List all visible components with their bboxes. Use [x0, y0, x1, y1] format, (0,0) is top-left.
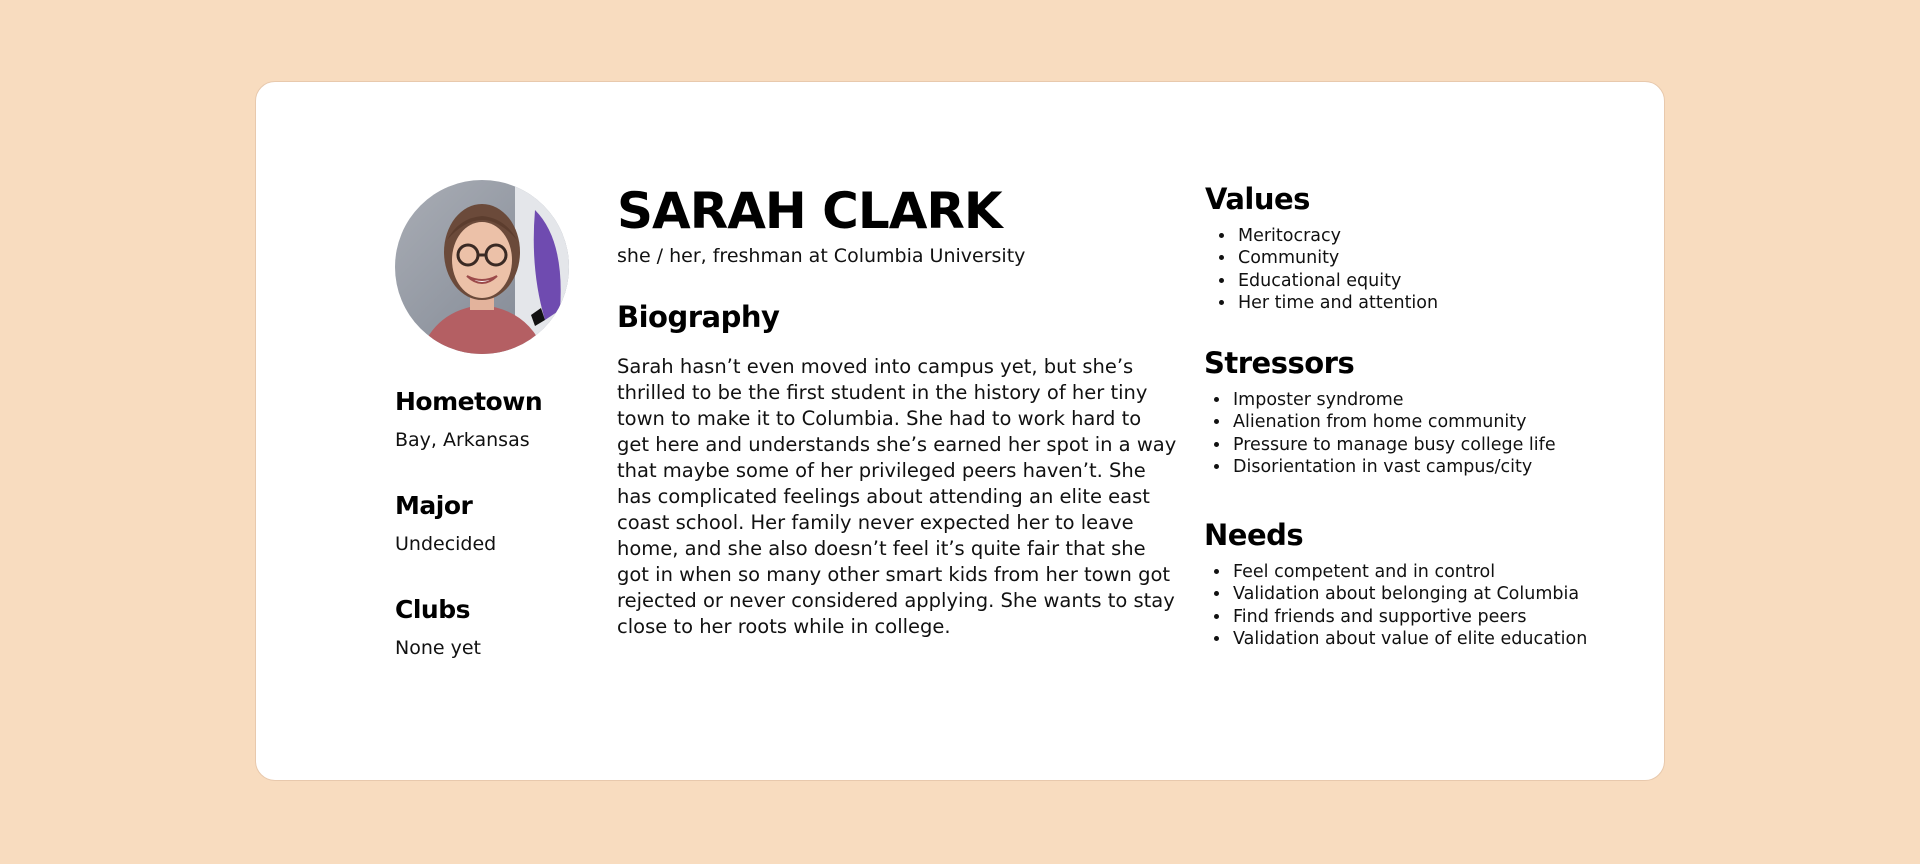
- profile-photo-icon: [395, 180, 569, 354]
- hometown-label: Hometown: [395, 387, 543, 416]
- profile-details: [395, 387, 595, 698]
- stressors-section: [1204, 346, 1644, 479]
- list-item: • Feel competent and in control: [1231, 561, 1644, 584]
- main-content: [617, 184, 1177, 640]
- list-item: • Educational equity: [1236, 270, 1644, 293]
- stressors-heading: Stressors: [1204, 346, 1355, 380]
- major-value: Undecided: [395, 532, 497, 555]
- hometown-value: Bay, Arkansas: [395, 429, 530, 451]
- needs-list: [1204, 561, 1644, 651]
- stressors-list: [1204, 389, 1644, 479]
- values-list: [1204, 225, 1644, 315]
- clubs-field: [395, 595, 595, 660]
- persona-name: SARAH CLARK: [617, 182, 1002, 240]
- list-item: • Pressure to manage busy college life: [1231, 434, 1644, 457]
- list-item: • Community: [1236, 247, 1644, 270]
- profile-photo: [395, 180, 569, 354]
- list-item: • Validation about belonging at Columbia: [1231, 583, 1644, 606]
- needs-heading: Needs: [1204, 518, 1304, 552]
- biography-heading: Biography: [617, 300, 780, 334]
- list-item: • Imposter syndrome: [1231, 389, 1644, 412]
- list-item: • Validation about value of elite education: [1231, 628, 1644, 651]
- needs-section: [1204, 518, 1644, 651]
- values-section: [1204, 182, 1644, 315]
- list-item: • Disorientation in vast campus/city: [1231, 456, 1644, 479]
- clubs-value: None yet: [395, 636, 481, 659]
- list-item: • Find friends and supportive peers: [1231, 606, 1644, 629]
- persona-card: [255, 81, 1665, 781]
- persona-subtitle: she / her, freshman at Columbia University: [617, 245, 1026, 267]
- biography-text: Sarah hasn’t even moved into campus yet, but she’s thrilled to be the first student in the history of her tiny town to make it to Columbia. She had to work hard to get here and understands she’s earned her spot in a way that maybe some of her privileged peers haven’t. She has complicated feelings about attending an elite east coast school. Her family never expected her to leave home, and she also doesn’t feel it’s quite fair that she got in when so many other smart kids from her town got rejected or never considered applying. She wants to stay close to her roots while in college.: [617, 354, 1177, 638]
- values-heading: Values: [1205, 182, 1310, 216]
- major-field: [395, 491, 595, 556]
- list-item: • Alienation from home community: [1231, 411, 1644, 434]
- list-item: • Her time and attention: [1236, 292, 1644, 315]
- hometown-field: [395, 387, 595, 452]
- clubs-label: Clubs: [395, 594, 470, 624]
- major-label: Major: [395, 490, 473, 520]
- list-item: • Meritocracy: [1236, 225, 1644, 248]
